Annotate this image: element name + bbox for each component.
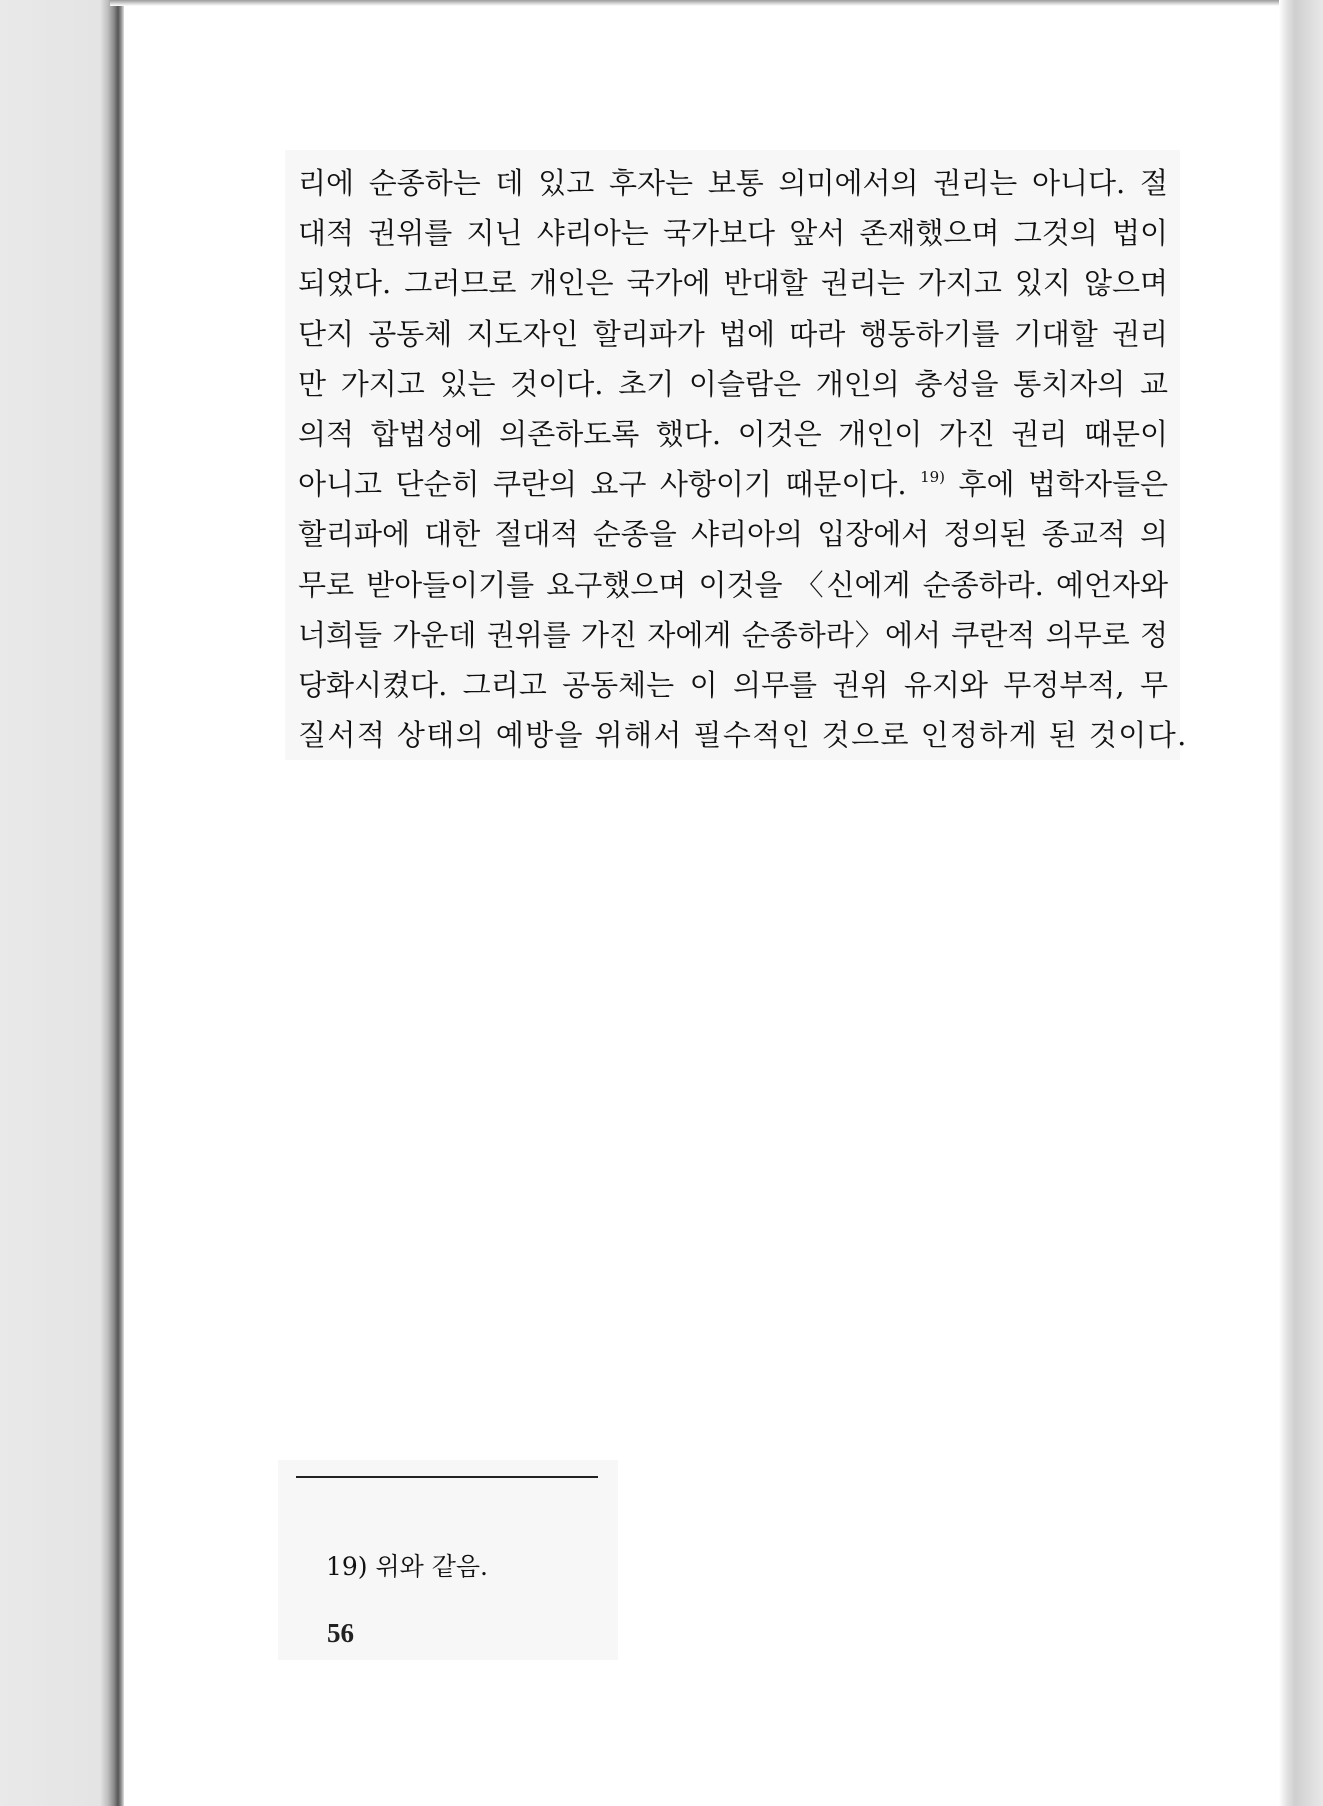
text-line: 되었다. 그러므로 개인은 국가에 반대할 권리는 가지고 있지 않으며 bbox=[298, 266, 1168, 301]
text-segment: 후에 법학자들은 bbox=[958, 467, 1169, 502]
page-number: 56 bbox=[327, 1618, 354, 1648]
footnote-separator bbox=[296, 1476, 598, 1478]
text-line: 당화시켰다. 그리고 공동체는 이 의무를 권위 유지와 무정부적, 무 bbox=[298, 667, 1168, 702]
text-line: 질서적 상태의 예방을 위해서 필수적인 것으로 인정하게 된 것이다. bbox=[298, 718, 1188, 753]
text-line: 너희들 가운데 권위를 가진 자에게 순종하라〉에서 쿠란적 의무로 정 bbox=[298, 617, 1168, 652]
text-segment: 아니고 단순히 쿠란의 요구 사항이기 때문이다. bbox=[298, 467, 907, 502]
text-line: 할리파에 대한 절대적 순종을 샤리아의 입장에서 정의된 종교적 의 bbox=[298, 517, 1168, 552]
text-line: 의적 합법성에 의존하도록 했다. 이것은 개인이 가진 권리 때문이 bbox=[298, 416, 1168, 451]
book-right-edge bbox=[1279, 0, 1323, 1806]
text-line: 대적 권위를 지닌 샤리아는 국가보다 앞서 존재했으며 그것의 법이 bbox=[298, 216, 1168, 251]
text-line: 무로 받아들이기를 요구했으며 이것을 〈신에게 순종하라. 예언자와 bbox=[298, 567, 1168, 602]
text-line: 만 가지고 있는 것이다. 초기 이슬람은 개인의 충성을 통치자의 교 bbox=[298, 366, 1168, 401]
text-line: 리에 순종하는 데 있고 후자는 보통 의미에서의 권리는 아니다. 절 bbox=[298, 166, 1168, 200]
footnote: 19) 위와 같음. bbox=[326, 1552, 489, 1581]
text-line: 단지 공동체 지도자인 할리파가 법에 따라 행동하기를 기대할 권리 bbox=[298, 316, 1168, 351]
body-paragraph bbox=[298, 158, 1188, 760]
book-left-edge bbox=[0, 0, 124, 1806]
footnote-reference[interactable]: 19) bbox=[920, 468, 946, 487]
text-line-with-footnote bbox=[298, 459, 1168, 509]
